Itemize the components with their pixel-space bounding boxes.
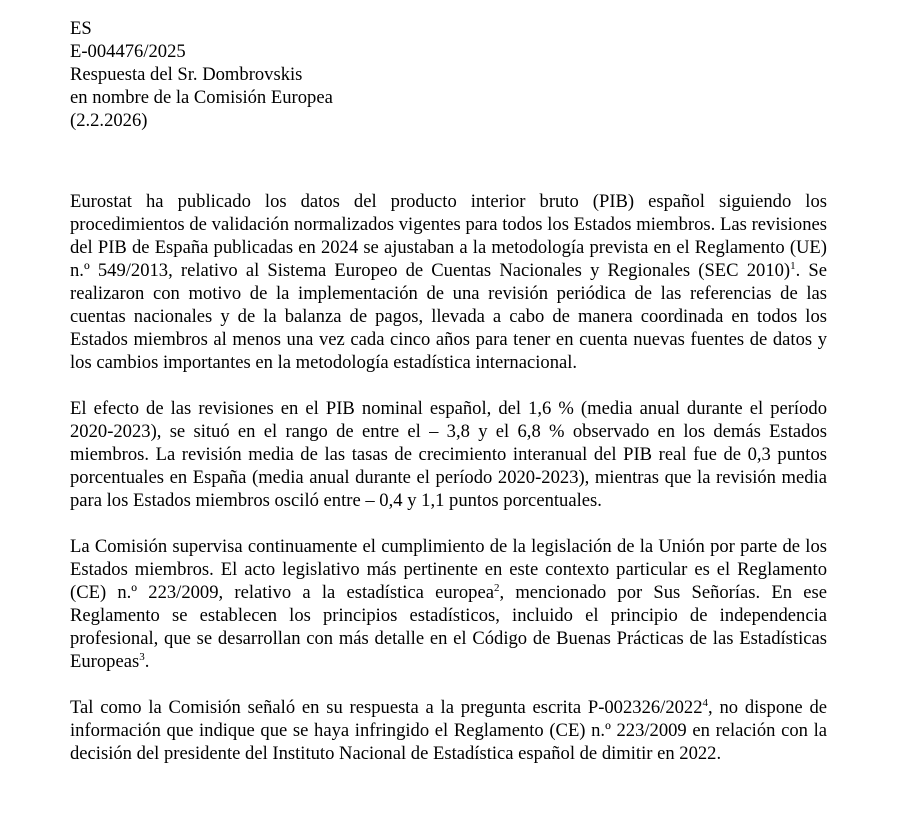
paragraph-3-text-a: La Comisión supervisa continuamente el cumplimiento de la legislación de la Unión por parte de los Estados miembros. El acto legislativo más pertinente en este contexto particular es el Reglamento (CE) n.º 223/2009, relativo a la estadística europea [70,536,827,603]
document-header [70,17,827,132]
paragraph-2-text: El efecto de las revisiones en el PIB nominal español, del 1,6 % (media anual durante el período 2020-2023), se situó en el rango de entre el – 3,8 y el 6,8 % observado en los demás Estados miembros. La revisión media de las tasas de crecimiento interanual del PIB real fue de 0,3 puntos porcentuales en España (media anual durante el período 2020-2023), mientras que la revisión media para los Estados miembros osciló entre – 0,4 y 1,1 puntos porcentuales. [70,398,827,511]
paragraph-4 [70,696,827,765]
paragraph-4-text-b: , no dispone de información que indique que se haya infringido el Reglamento (CE) n.º 223/2009 en relación con la decisión del presidente del Instituto Nacional de Estadística español de dimitir en 2022. [70,697,827,764]
language-code: ES [70,18,92,39]
footnote-ref-3[interactable]: 3 [139,651,145,663]
question-reference: E-004476/2025 [70,41,186,62]
on-behalf-line: en nombre de la Comisión Europea [70,87,333,108]
footnote-ref-1[interactable]: 1 [790,260,796,272]
paragraph-1-text-a: Eurostat ha publicado los datos del producto interior bruto (PIB) español siguiendo los procedimientos de validación normalizados vigentes para todos los Estados miembros. Las revisiones del PIB de España publicadas en 2024 se ajustaban a la metodología prevista en el Reglamento (UE) n.º 549/2013, relativo al Sistema Europeo de Cuentas Nacionales y Regionales (SEC 2010) [70,191,827,281]
footnote-ref-4[interactable]: 4 [702,697,709,709]
respondent-line: Respuesta del Sr. Dombrovskis [70,64,303,85]
paragraph-2 [70,397,827,512]
document-page [70,17,827,788]
paragraph-1-text-b: . Se realizaron con motivo de la implementación de una revisión periódica de las referencias de las cuentas nacionales y de la balanza de pagos, llevada a cabo de manera coordinada en todos los Estados miembros al menos una vez cada cinco años para tener en cuenta nuevas fuentes de datos y los cambios importantes en la metodología estadística internacional. [70,260,827,373]
paragraph-3-text-c: . [144,651,150,672]
paragraph-4-text-a: Tal como la Comisión señaló en su respuesta a la pregunta escrita P-002326/2022 [70,697,703,718]
paragraph-1 [70,190,827,374]
paragraph-3 [70,535,827,673]
footnote-ref-2[interactable]: 2 [493,582,500,594]
answer-date: (2.2.2026) [70,110,148,131]
paragraph-3-text-b: , mencionado por Sus Señorías. En ese Reglamento se establecen los principios estadísticos, incluido el principio de independencia profesional, que se desarrollan con más detalle en el Código de Buenas Prácticas de las Estadísticas Europeas [70,582,827,672]
